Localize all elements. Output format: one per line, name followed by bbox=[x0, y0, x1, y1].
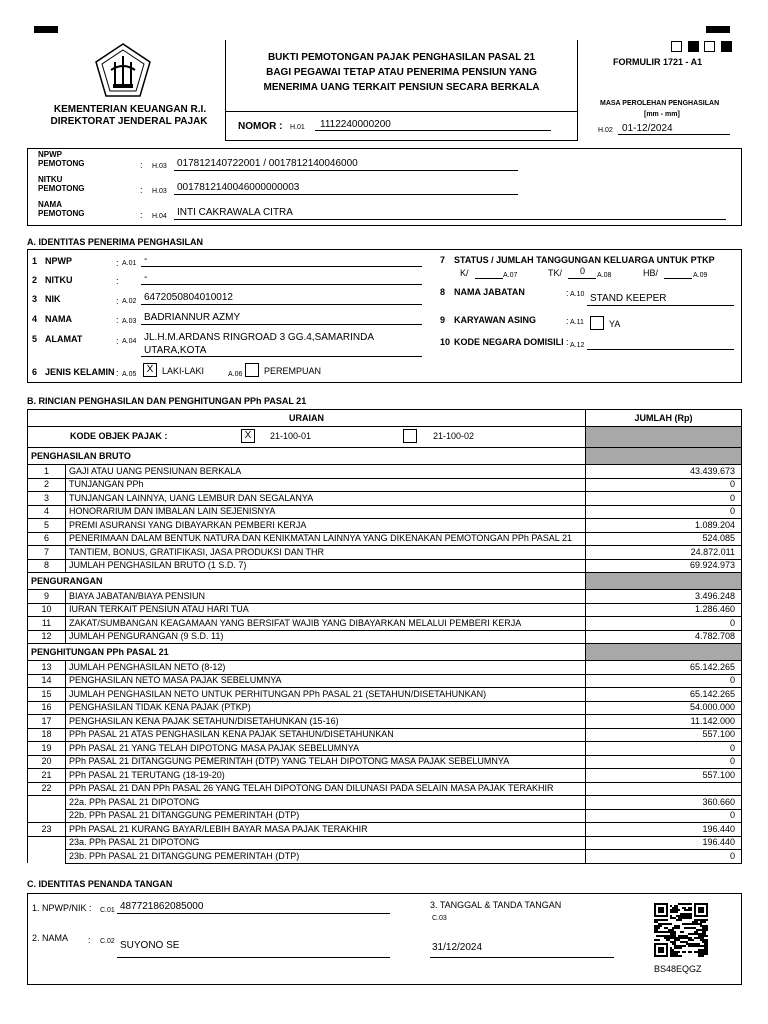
alamat-code: A.04 bbox=[122, 338, 137, 345]
row-label: PPh PASAL 21 TERUTANG (18-19-20) bbox=[66, 769, 586, 783]
table-row bbox=[28, 755, 742, 769]
npwp-pemotong-value: 017812140722001 / 0017812140046000 bbox=[177, 158, 358, 169]
colon: : bbox=[116, 336, 119, 346]
signer-nama-label: 2. NAMA bbox=[32, 933, 69, 943]
asing-ya-label: YA bbox=[609, 319, 621, 329]
table-row bbox=[28, 823, 742, 837]
pemotong-box bbox=[27, 148, 742, 226]
laki-checkbox[interactable]: X bbox=[143, 363, 157, 377]
negara-label: KODE NEGARA DOMISILI bbox=[454, 337, 564, 347]
row-value: 0 bbox=[586, 850, 742, 864]
signer-nama-code: C.02 bbox=[100, 938, 115, 945]
row-value: 1.286.460 bbox=[586, 603, 742, 617]
masa-value: 01-12/2024 bbox=[622, 123, 673, 134]
bruto-rows bbox=[28, 465, 742, 573]
table-row bbox=[28, 505, 742, 519]
status-hb-label: HB/ bbox=[643, 268, 659, 278]
asing-label: KARYAWAN ASING bbox=[454, 315, 537, 325]
row-value: 1.089.204 bbox=[586, 519, 742, 533]
jabatan-value: STAND KEEPER bbox=[590, 293, 667, 304]
nik-value: 6472050804010012 bbox=[144, 292, 233, 303]
colon: : bbox=[116, 296, 119, 306]
table-row bbox=[28, 809, 742, 823]
section-b-title: B. RINCIAN PENGHASILAN DAN PENGHITUNGAN PPh PASAL 21 bbox=[27, 396, 307, 406]
asing-checkbox[interactable] bbox=[590, 316, 604, 330]
row-label: 23b. PPh PASAL 21 DITANGGUNG PEMERINTAH (DTP) bbox=[66, 850, 586, 864]
section-pengurangan-header: PENGURANGAN bbox=[28, 573, 586, 590]
nama-no: 4 bbox=[32, 314, 38, 324]
row-number: 9 bbox=[28, 590, 66, 604]
row-number: 14 bbox=[28, 674, 66, 688]
jabatan-label: NAMA JABATAN bbox=[454, 287, 525, 297]
row-value: 43.439.673 bbox=[586, 465, 742, 479]
row-label: JUMLAH PENGHASILAN BRUTO (1 S.D. 7) bbox=[66, 559, 586, 573]
grey-cell bbox=[586, 644, 742, 661]
table-row bbox=[28, 492, 742, 506]
row-label: PPh PASAL 21 DAN PPh PASAL 26 YANG TELAH DIPOTONG DAN DILUNASI PADA SELAIN MASA PAJAK TERAKHIR bbox=[66, 782, 586, 796]
form-name: FORMULIR 1721 - A1 bbox=[613, 57, 703, 67]
signer-nama-value: SUYONO SE bbox=[120, 940, 180, 951]
nama-pemotong-label2: PEMOTONG bbox=[38, 209, 85, 218]
row-number: 16 bbox=[28, 701, 66, 715]
colon: : bbox=[566, 316, 569, 326]
nama-code: A.03 bbox=[122, 318, 137, 325]
row-number: 7 bbox=[28, 546, 66, 560]
perempuan-checkbox[interactable] bbox=[245, 363, 259, 377]
row-value: 196.440 bbox=[586, 823, 742, 837]
nomor-value: 1112240000200 bbox=[320, 119, 391, 130]
colon: : bbox=[566, 288, 569, 298]
directorate-name: DIREKTORAT JENDERAL PAJAK bbox=[50, 116, 208, 127]
table-row bbox=[28, 850, 742, 864]
npwp-no: 1 bbox=[32, 256, 38, 266]
row-number: 23 bbox=[28, 823, 66, 837]
nitku-underline bbox=[141, 284, 422, 285]
table-row bbox=[28, 630, 742, 644]
status-tk-label: TK/ bbox=[548, 268, 563, 278]
row-value: 11.142.000 bbox=[586, 715, 742, 729]
jabatan-code: A.10 bbox=[570, 291, 585, 298]
tanggal-code: C.03 bbox=[432, 915, 447, 922]
row-number: 3 bbox=[28, 492, 66, 506]
row-value: 0 bbox=[586, 478, 742, 492]
form-title-line3: MENERIMA UANG TERKAIT PENSIUN SECARA BERKALA bbox=[263, 82, 540, 93]
npwp-code: A.01 bbox=[122, 260, 137, 267]
colon: : bbox=[116, 368, 119, 378]
kode-objek-row bbox=[28, 427, 586, 448]
status-label: STATUS / JUMLAH TANGGUNGAN KELUARGA UNTUK PTKP bbox=[454, 255, 715, 265]
table-row bbox=[28, 836, 742, 850]
row-number: 4 bbox=[28, 505, 66, 519]
row-value: 69.924.973 bbox=[586, 559, 742, 573]
table-row bbox=[28, 603, 742, 617]
row-value: 0 bbox=[586, 505, 742, 519]
row-value: 360.660 bbox=[586, 796, 742, 810]
perempuan-code: A.06 bbox=[228, 371, 243, 378]
nitku-pemotong-label2: PEMOTONG bbox=[38, 184, 85, 193]
row-value bbox=[586, 782, 742, 796]
signer-npwp-label: 1. NPWP/NIK : bbox=[32, 903, 92, 913]
npwp-value: - bbox=[144, 254, 148, 265]
row-label: PPh PASAL 21 DITANGGUNG PEMERINTAH (DTP) YANG TELAH DIPOTONG MASA PAJAK SEBELUMNYA bbox=[66, 755, 586, 769]
row-value: 4.782.708 bbox=[586, 630, 742, 644]
status-k-label: K/ bbox=[460, 268, 469, 278]
row-number: 13 bbox=[28, 661, 66, 675]
nitku-pemotong-label1: NITKU bbox=[38, 175, 63, 184]
row-label: BIAYA JABATAN/BIAYA PENSIUN bbox=[66, 590, 586, 604]
row-number: 21 bbox=[28, 769, 66, 783]
row-number: 5 bbox=[28, 519, 66, 533]
table-row bbox=[28, 590, 742, 604]
section-a-title: A. IDENTITAS PENERIMA PENGHASILAN bbox=[27, 237, 204, 247]
row-label: HONORARIUM DAN IMBALAN LAIN SEJENISNYA bbox=[66, 505, 586, 519]
row-number: 22 bbox=[28, 782, 66, 796]
corner-mark-right bbox=[706, 26, 730, 33]
row-value: 0 bbox=[586, 742, 742, 756]
nitku-no: 2 bbox=[32, 275, 38, 285]
row-value: 0 bbox=[586, 809, 742, 823]
row-label: IURAN TERKAIT PENSIUN ATAU HARI TUA bbox=[66, 603, 586, 617]
alamat-value-line1: JL.H.M.ARDANS RINGROAD 3 GG.4,SAMARINDA bbox=[144, 332, 375, 343]
qr-code bbox=[654, 903, 708, 957]
table-row bbox=[28, 617, 742, 631]
row-value: 0 bbox=[586, 617, 742, 631]
row-value: 524.085 bbox=[586, 532, 742, 546]
row-number: 20 bbox=[28, 755, 66, 769]
colon: : bbox=[116, 258, 119, 268]
row-label: PPh PASAL 21 KURANG BAYAR/LEBIH BAYAR MASA PAJAK TERAKHIR bbox=[66, 823, 586, 837]
table-row bbox=[28, 559, 742, 573]
row-label: PENERIMAAN DALAM BENTUK NATURA DAN KENIKMATAN LAINNYA YANG DIKENAKAN PEMOTONGAN PPh PASAL 21 bbox=[66, 532, 586, 546]
row-label: PPh PASAL 21 YANG TELAH DIPOTONG MASA PAJAK SEBELUMNYA bbox=[66, 742, 586, 756]
status-tk-code: A.08 bbox=[597, 272, 612, 279]
laki-code: A.05 bbox=[122, 371, 137, 378]
npwp-pemotong-code: H.03 bbox=[152, 163, 167, 170]
row-number: 2 bbox=[28, 478, 66, 492]
table-row bbox=[28, 728, 742, 742]
table-row bbox=[28, 701, 742, 715]
laki-label: LAKI-LAKI bbox=[162, 366, 205, 376]
jabatan-no: 8 bbox=[440, 287, 446, 297]
row-label: 22b. PPh PASAL 21 DITANGGUNG PEMERINTAH (DTP) bbox=[66, 809, 586, 823]
table-row bbox=[28, 715, 742, 729]
row-value: 24.872.011 bbox=[586, 546, 742, 560]
row-label: GAJI ATAU UANG PENSIUNAN BERKALA bbox=[66, 465, 586, 479]
row-number bbox=[28, 850, 66, 864]
negara-no: 10 bbox=[440, 337, 451, 347]
row-number bbox=[28, 836, 66, 850]
asing-code: A.11 bbox=[570, 319, 584, 326]
col-jumlah-header: JUMLAH (Rp) bbox=[586, 410, 742, 427]
alamat-value-line2: UTARA,KOTA bbox=[144, 345, 207, 356]
nama-value: BADRIANNUR AZMY bbox=[144, 312, 241, 323]
nama-pemotong-value: INTI CAKRAWALA CITRA bbox=[177, 207, 293, 218]
status-k-code: A.07 bbox=[503, 272, 518, 279]
colon: : bbox=[566, 337, 569, 347]
row-value: 0 bbox=[586, 492, 742, 506]
row-label: JUMLAH PENGHASILAN NETO UNTUK PERHITUNGAN PPh PASAL 21 (SETAHUN/DISETAHUNKAN) bbox=[66, 688, 586, 702]
status-k-underline bbox=[475, 278, 503, 279]
alamat-underline bbox=[141, 356, 422, 357]
asing-no: 9 bbox=[440, 315, 446, 325]
kode1-label: 21-100-01 bbox=[270, 431, 312, 441]
tanggal-label: 3. TANGGAL & TANDA TANGAN bbox=[430, 900, 562, 910]
table-row bbox=[28, 796, 742, 810]
jabatan-underline bbox=[587, 305, 734, 306]
row-label: 23a. PPh PASAL 21 DIPOTONG bbox=[66, 836, 586, 850]
row-number: 8 bbox=[28, 559, 66, 573]
status-hb-code: A.09 bbox=[693, 272, 708, 279]
section-bruto-header: PENGHASILAN BRUTO bbox=[28, 448, 586, 465]
signer-npwp-underline bbox=[117, 913, 390, 914]
row-value: 557.100 bbox=[586, 728, 742, 742]
nomor-code: H.01 bbox=[290, 124, 305, 131]
table-row bbox=[28, 769, 742, 783]
signer-npwp-value: 487721862085000 bbox=[120, 901, 204, 912]
row-label: PREMI ASURANSI YANG DIBAYARKAN PEMBERI KERJA bbox=[66, 519, 586, 533]
nik-underline bbox=[141, 304, 422, 305]
nitku-pemotong-underline bbox=[174, 194, 518, 195]
section-c-title: C. IDENTITAS PENANDA TANGAN bbox=[27, 879, 173, 889]
row-label: ZAKAT/SUMBANGAN KEAGAMAAN YANG BERSIFAT WAJIB YANG DIBAYARKAN MELALUI PEMBERI KERJA bbox=[66, 617, 586, 631]
masa-code: H.02 bbox=[598, 127, 613, 134]
col-uraian-header: URAIAN bbox=[28, 410, 586, 427]
nama-pemotong-code: H.04 bbox=[152, 213, 167, 220]
negara-underline bbox=[587, 349, 734, 350]
row-label: JUMLAH PENGURANGAN (9 S.D. 11) bbox=[66, 630, 586, 644]
row-value: 0 bbox=[586, 674, 742, 688]
row-number bbox=[28, 796, 66, 810]
signer-nama-underline bbox=[117, 957, 390, 958]
table-row bbox=[28, 478, 742, 492]
nitku-label: NITKU bbox=[45, 275, 73, 285]
row-value: 196.440 bbox=[586, 836, 742, 850]
grey-cell bbox=[586, 573, 742, 590]
jenis-kelamin-label: JENIS KELAMIN bbox=[45, 367, 115, 377]
table-row bbox=[28, 782, 742, 796]
colon: : bbox=[140, 160, 143, 170]
colon: : bbox=[140, 210, 143, 220]
row-value: 65.142.265 bbox=[586, 688, 742, 702]
colon: : bbox=[116, 315, 119, 325]
row-label: PENGHASILAN NETO MASA PAJAK SEBELUMNYA bbox=[66, 674, 586, 688]
masa-label: MASA PEROLEHAN PENGHASILAN bbox=[600, 100, 720, 107]
section-a-box bbox=[27, 249, 742, 383]
row-label: TUNJANGAN LAINNYA, UANG LEMBUR DAN SEGALANYA bbox=[66, 492, 586, 506]
colon: : bbox=[116, 276, 119, 286]
row-value: 557.100 bbox=[586, 769, 742, 783]
kode2-checkbox[interactable] bbox=[403, 429, 417, 443]
nama-underline bbox=[141, 324, 422, 325]
row-value: 65.142.265 bbox=[586, 661, 742, 675]
status-tk-value: 0 bbox=[580, 266, 586, 276]
table-row bbox=[28, 742, 742, 756]
row-value: 0 bbox=[586, 755, 742, 769]
row-number: 6 bbox=[28, 532, 66, 546]
table-row bbox=[28, 661, 742, 675]
qr-code-text: BS48EQGZ bbox=[654, 964, 702, 974]
table-row bbox=[28, 674, 742, 688]
nomor-underline bbox=[315, 130, 551, 131]
kode-objek-label: KODE OBJEK PAJAK : bbox=[70, 431, 168, 441]
jenis-kelamin-no: 6 bbox=[32, 367, 38, 377]
section-pph-header: PENGHITUNGAN PPh PASAL 21 bbox=[28, 644, 586, 661]
row-number: 12 bbox=[28, 630, 66, 644]
tanggal-value: 31/12/2024 bbox=[432, 942, 483, 953]
row-label: JUMLAH PENGHASILAN NETO (8-12) bbox=[66, 661, 586, 675]
header-left-panel bbox=[27, 40, 222, 140]
npwp-underline bbox=[141, 266, 422, 267]
signer-npwp-code: C.01 bbox=[100, 907, 115, 914]
masa-underline bbox=[618, 134, 730, 135]
perempuan-label: PEREMPUAN bbox=[264, 366, 322, 376]
nik-no: 3 bbox=[32, 294, 38, 304]
colon: : bbox=[140, 185, 143, 195]
row-number: 19 bbox=[28, 742, 66, 756]
status-hb-underline bbox=[664, 278, 692, 279]
row-label: PENGHASILAN TIDAK KENA PAJAK (PTKP) bbox=[66, 701, 586, 715]
pph-rows bbox=[28, 661, 742, 864]
row-number: 10 bbox=[28, 603, 66, 617]
row-label: TANTIEM, BONUS, GRATIFIKASI, JASA PRODUKSI DAN THR bbox=[66, 546, 586, 560]
table-row bbox=[28, 465, 742, 479]
form-title-line1: BUKTI PEMOTONGAN PAJAK PENGHASILAN PASAL 21 bbox=[267, 52, 536, 63]
row-number bbox=[28, 809, 66, 823]
row-label: PENGHASILAN KENA PAJAK SETAHUN/DISETAHUNKAN (15-16) bbox=[66, 715, 586, 729]
nama-label: NAMA bbox=[45, 314, 72, 324]
grey-cell bbox=[586, 427, 742, 448]
colon: : bbox=[88, 935, 91, 945]
ministry-name: KEMENTERIAN KEUANGAN R.I. bbox=[53, 104, 207, 115]
rincian-table bbox=[27, 409, 742, 864]
row-value: 54.000.000 bbox=[586, 701, 742, 715]
negara-code: A.12 bbox=[570, 342, 585, 349]
kode2-label: 21-100-02 bbox=[433, 431, 475, 441]
alamat-label: ALAMAT bbox=[45, 334, 83, 344]
npwp-pemotong-underline bbox=[174, 170, 518, 171]
table-row bbox=[28, 688, 742, 702]
row-label: PPh PASAL 21 ATAS PENGHASILAN KENA PAJAK SETAHUN/DISETAHUNKAN bbox=[66, 728, 586, 742]
row-value: 3.496.248 bbox=[586, 590, 742, 604]
npwp-pemotong-label2: PEMOTONG bbox=[38, 159, 85, 168]
nitku-value: - bbox=[144, 272, 148, 283]
kode1-checkbox[interactable]: X bbox=[241, 429, 255, 443]
row-label: 22a. PPh PASAL 21 DIPOTONG bbox=[66, 796, 586, 810]
nik-label: NIK bbox=[45, 294, 61, 304]
nitku-pemotong-value: 0017812140046000000003 bbox=[177, 182, 300, 193]
row-label: TUNJANGAN PPh bbox=[66, 478, 586, 492]
table-row bbox=[28, 546, 742, 560]
row-number: 15 bbox=[28, 688, 66, 702]
grey-cell bbox=[586, 448, 742, 465]
pengurangan-rows bbox=[28, 590, 742, 644]
ministry-logo bbox=[93, 42, 153, 100]
alamat-no: 5 bbox=[32, 334, 38, 344]
row-number: 1 bbox=[28, 465, 66, 479]
nik-code: A.02 bbox=[122, 298, 137, 305]
nomor-label: NOMOR : bbox=[238, 121, 283, 132]
form-title-line2: BAGI PEGAWAI TETAP ATAU PENERIMA PENSIUN YANG bbox=[266, 67, 537, 78]
nama-pemotong-label1: NAMA bbox=[38, 200, 62, 209]
npwp-label: NPWP bbox=[45, 256, 72, 266]
row-number: 17 bbox=[28, 715, 66, 729]
masa-format: [mm - mm] bbox=[644, 111, 680, 118]
status-no: 7 bbox=[440, 255, 446, 265]
table-row bbox=[28, 519, 742, 533]
npwp-pemotong-label1: NPWP bbox=[38, 150, 62, 159]
corner-mark-left bbox=[34, 26, 58, 33]
table-row bbox=[28, 532, 742, 546]
tanggal-underline bbox=[430, 957, 614, 958]
row-number: 11 bbox=[28, 617, 66, 631]
nama-pemotong-underline bbox=[174, 219, 726, 220]
nitku-pemotong-code: H.03 bbox=[152, 188, 167, 195]
status-tk-underline bbox=[568, 278, 596, 279]
row-number: 18 bbox=[28, 728, 66, 742]
